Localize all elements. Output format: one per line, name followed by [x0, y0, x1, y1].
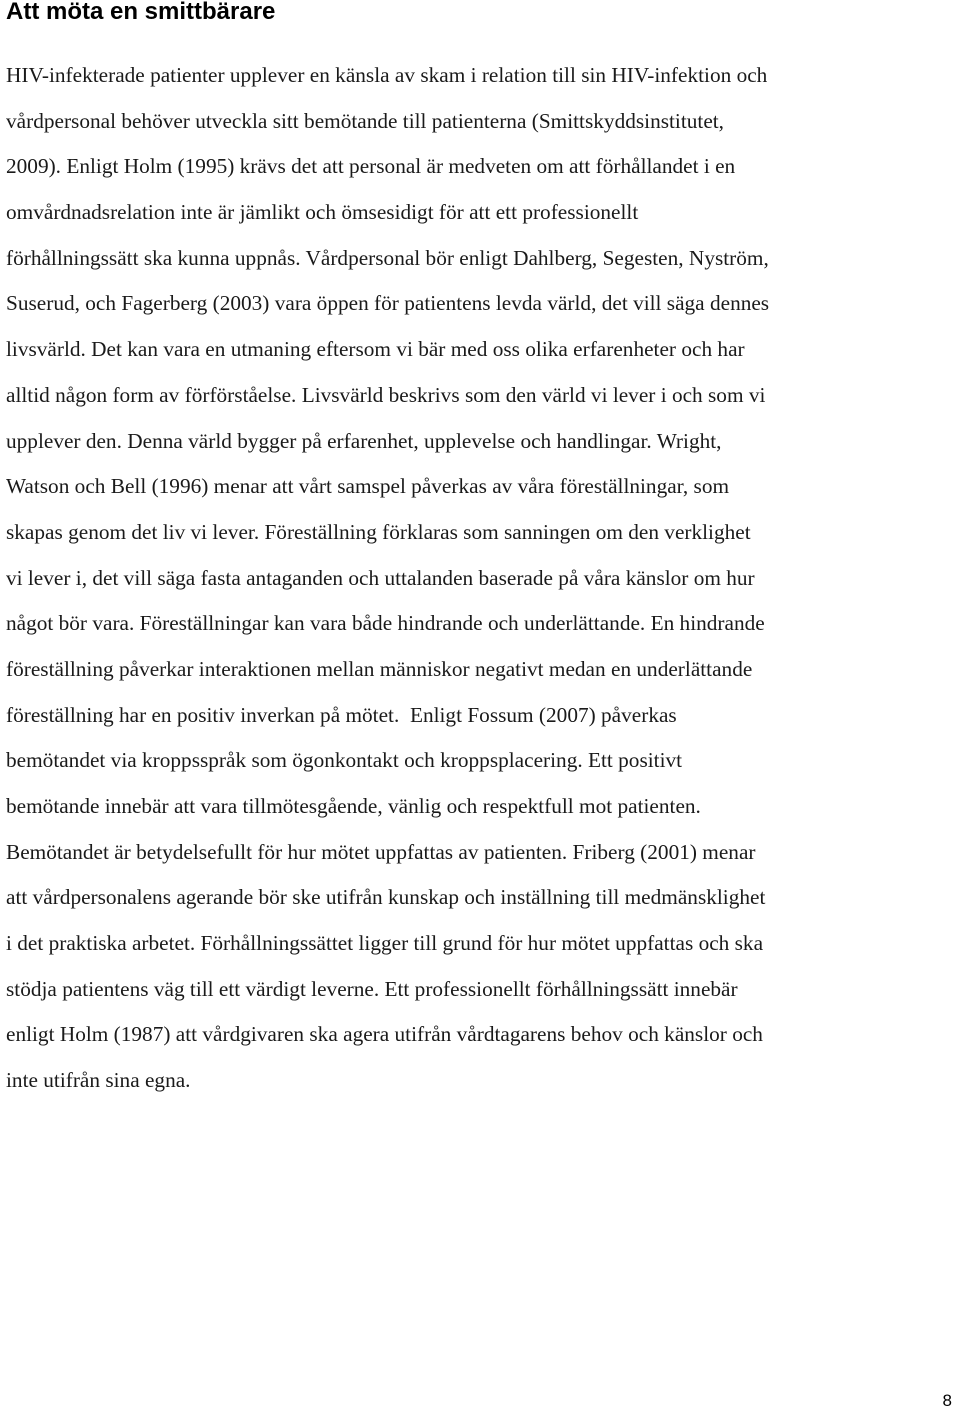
section-heading: Att möta en smittbärare [6, 0, 276, 25]
paragraph-line: föreställning har en positiv inverkan på mötet. Enligt Fossum (2007) påverkas [6, 702, 677, 727]
page-number: 8 [942, 1391, 952, 1410]
body-paragraph [6, 53, 956, 1104]
paragraph-line: skapas genom det liv vi lever. Föreställning förklaras som sanningen om den verklighet [6, 519, 751, 544]
paragraph-line: livsvärld. Det kan vara en utmaning eftersom vi bär med oss olika erfarenheter och har [6, 337, 745, 362]
paragraph-line: vi lever i, det vill säga fasta antaganden och uttalanden baserade på våra känslor om hur [6, 565, 755, 590]
paragraph-line: Suserud, och Fagerberg (2003) vara öppen för patientens levda värld, det vill säga dennes [6, 291, 770, 316]
paragraph-line: stödja patientens väg till ett värdigt leverne. Ett professionellt förhållningssätt innebär [6, 976, 738, 1001]
paragraph-line: Watson och Bell (1996) menar att vårt samspel påverkas av våra föreställningar, som [6, 474, 730, 499]
paragraph-line: enligt Holm (1987) att vårdgivaren ska agera utifrån vårdtagarens behov och känslor och [6, 1022, 763, 1047]
paragraph-line: Bemötandet är betydelsefullt för hur mötet uppfattas av patienten. Friberg (2001) menar [6, 839, 756, 864]
paragraph-line: HIV-infekterade patienter upplever en känsla av skam i relation till sin HIV-infektion och [6, 63, 768, 87]
paragraph-line: förhållningssätt ska kunna uppnås. Vårdpersonal bör enligt Dahlberg, Segesten, Nyström, [6, 245, 769, 270]
paragraph-line: föreställning påverkar interaktionen mellan människor negativt medan en underlättande [6, 656, 753, 681]
paragraph-line: i det praktiska arbetet. Förhållningssättet ligger till grund för hur mötet uppfattas och ska [6, 931, 764, 956]
paragraph-line: vårdpersonal behöver utveckla sitt bemötande till patienterna (Smittskyddsinstitutet, [6, 108, 725, 133]
paragraph-line: inte utifrån sina egna. [6, 1068, 191, 1093]
paragraph-line: bemötande innebär att vara tillmötesgående, vänlig och respektfull mot patienten. [6, 794, 701, 818]
paragraph-line: 2009). Enligt Holm (1995) krävs det att personal är medveten om att förhållandet i en [6, 154, 736, 179]
paragraph-line: något bör vara. Föreställningar kan vara både hindrande och underlättande. En hindrande [6, 611, 765, 636]
paragraph-line: att vårdpersonalens agerande bör ske utifrån kunskap och inställning till medmänsklighet [6, 885, 766, 910]
paragraph-line: omvårdnadsrelation inte är jämlikt och ömsesidigt för att ett professionellt [6, 200, 639, 225]
paragraph-line: alltid någon form av förförståelse. Livsvärld beskrivs som den värld vi lever i och som vi [6, 382, 766, 407]
paragraph-line: upplever den. Denna värld bygger på erfarenhet, upplevelse och handlingar. Wright, [6, 428, 722, 453]
paragraph-line: bemötandet via kroppsspråk som ögonkontakt och kroppsplacering. Ett positivt [6, 748, 683, 773]
